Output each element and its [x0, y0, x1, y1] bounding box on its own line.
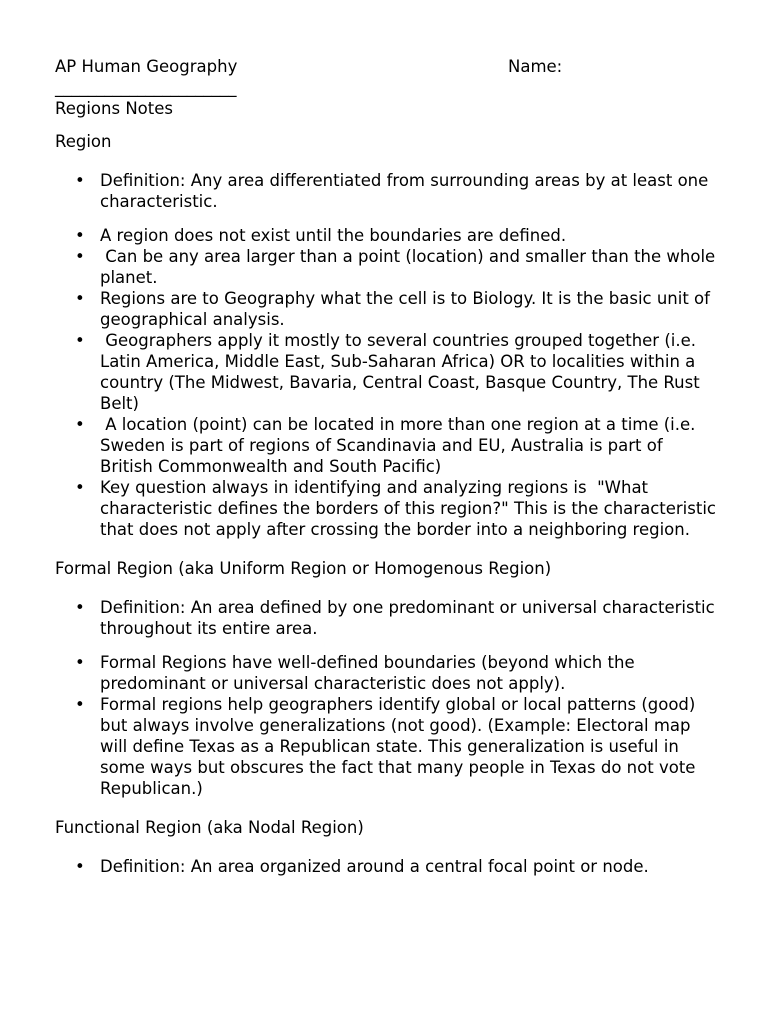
list-item: • Formal Regions have well-defined boundaries (beyond which the predominant or universal characteristic does not apply). [55, 652, 720, 694]
header-row [55, 56, 720, 77]
section-heading-formal-region: Formal Region (aka Uniform Region or Homogenous Region) [55, 559, 552, 578]
list-item: • Definition: An area organized around a central focal point or node. [55, 856, 720, 877]
list-item: • Definition: Any area differentiated from surrounding areas by at least one characteristic. [55, 170, 720, 212]
document-page [55, 56, 720, 877]
bullet-list [55, 856, 720, 877]
section-heading-functional-region: Functional Region (aka Nodal Region) [55, 818, 364, 837]
name-underline: ______________________ [55, 78, 237, 97]
document-subtitle: Regions Notes [55, 99, 173, 118]
course-title: AP Human Geography [55, 57, 238, 76]
list-item: • Can be any area larger than a point (location) and smaller than the whole planet. [55, 246, 720, 288]
list-item: • A location (point) can be located in more than one region at a time (i.e. Sweden is part of regions of Scandinavia and EU, Australia is part of British Commonwealth and South Pacific) [55, 414, 720, 477]
name-label: Name: [508, 57, 563, 76]
bullet-list [55, 597, 720, 639]
list-item: • Formal regions help geographers identify global or local patterns (good) but always involve generalizations (not good). (Example: Electoral map will define Texas as a Republican state. This generalization is useful in some ways but obscures the fact that many people in Texas do not vote Republican.) [55, 694, 720, 799]
list-item: • Geographers apply it mostly to several countries grouped together (i.e. Latin America, Middle East, Sub-Saharan Africa) OR to localities within a country (The Midwest, Bavaria, Central Coast, Basque Country, The Rust Belt) [55, 330, 720, 414]
list-item: • Key question always in identifying and analyzing regions is "What characteristic defines the borders of this region?" This is the characteristic that does not apply after crossing the border into a neighboring region. [55, 477, 720, 540]
list-item: • A region does not exist until the boundaries are defined. [55, 225, 720, 246]
list-item: • Definition: An area defined by one predominant or universal characteristic throughout its entire area. [55, 597, 720, 639]
section-heading-region: Region [55, 132, 112, 151]
list-item: • Regions are to Geography what the cell is to Biology. It is the basic unit of geographical analysis. [55, 288, 720, 330]
bullet-list [55, 652, 720, 799]
bullet-list [55, 170, 720, 212]
bullet-list [55, 225, 720, 540]
